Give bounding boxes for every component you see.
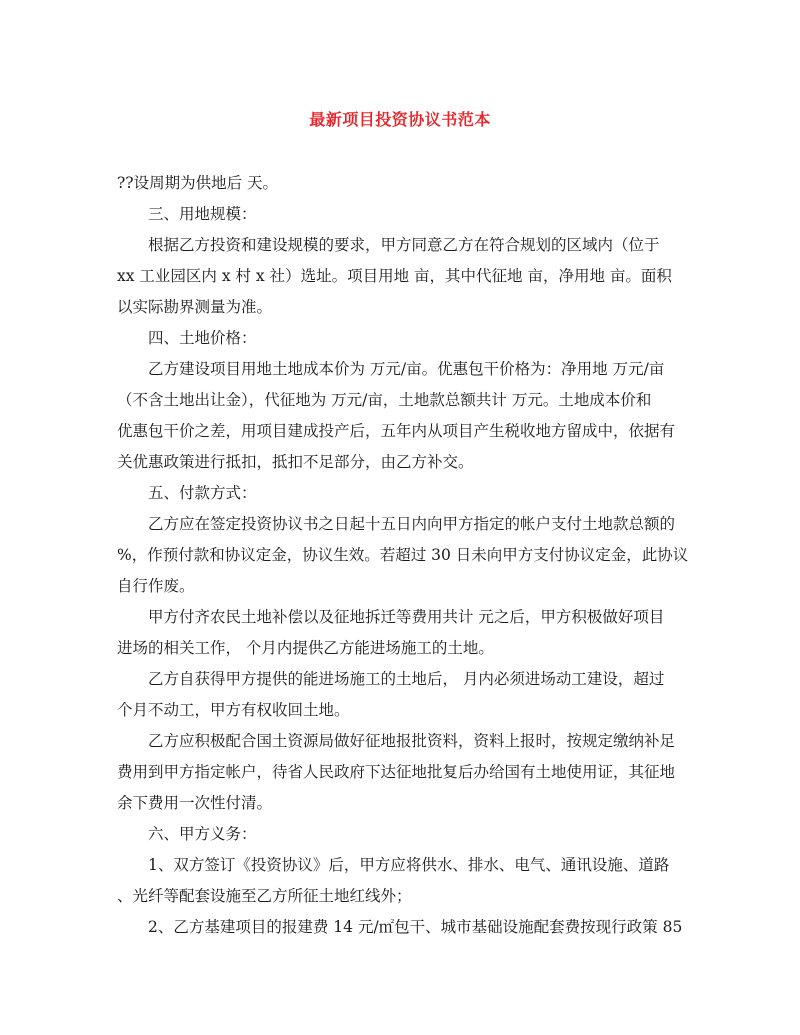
document-title: 最新项目投资协议书范本 — [309, 110, 491, 129]
text-line: （不含土地出让金），代征地为 万元/亩，土地款总额共计 万元。土地成本价和 — [117, 391, 652, 409]
text-line: 、光纤等配套设施至乙方所征土地红线外； — [117, 887, 412, 905]
text-line: 费用到甲方指定帐户，待省人民政府下达征地批复后办给国有土地使用证，其征地 — [117, 763, 676, 781]
text-line: 三、用地规模： — [148, 205, 257, 223]
text-line: 以实际勘界测量为准。 — [117, 298, 273, 316]
text-line: %，作预付款和协议定金，协议生效。若超过 30 日未向甲方支付协议定金，此协议 — [117, 546, 689, 564]
text-line: 自行作废。 — [117, 577, 195, 595]
text-line: 2、乙方基建项目的报建费 14 元/㎡包干、城市基础设施配套费按现行政策 85 — [148, 918, 683, 936]
text-line: xx 工业园区内 x 村 x 社）选址。项目用地 亩，其中代征地 亩，净用地 亩。面积 — [117, 267, 672, 285]
text-line: 五、付款方式： — [148, 484, 257, 502]
text-line: ??设周期为供地后 天。 — [117, 174, 279, 192]
text-line: 优惠包干价之差，用项目建成投产后，五年内从项目产生税收地方留成中，依据有 — [117, 422, 676, 440]
document-body — [117, 168, 689, 943]
text-line: 乙方建设项目用地土地成本价为 万元/亩。优惠包干价格为：净用地 万元/亩 — [148, 360, 665, 378]
text-line: 六、甲方义务： — [148, 825, 257, 843]
text-line: 进场的相关工作， 个月内提供乙方能进场施工的土地。 — [117, 639, 494, 657]
text-line: 根据乙方投资和建设规模的要求，甲方同意乙方在符合规划的区域内（位于 — [148, 236, 660, 254]
text-line: 四、土地价格： — [148, 329, 257, 347]
text-line: 乙方自获得甲方提供的能进场施工的土地后， 月内必须进场动工建设，超过 — [148, 670, 665, 688]
text-line: 个月不动工，甲方有权收回土地。 — [117, 701, 350, 719]
text-line: 关优惠政策进行抵扣，抵扣不足部分，由乙方补交。 — [117, 453, 474, 471]
text-line: 乙方应积极配合国土资源局做好征地报批资料，资料上报时，按规定缴纳补足 — [148, 732, 676, 750]
text-line: 甲方付齐农民土地补偿以及征地拆迁等费用共计 元之后，甲方积极做好项目 — [148, 608, 665, 626]
text-line: 余下费用一次性付清。 — [117, 794, 273, 812]
text-line: 1、双方签订《投资协议》后，甲方应将供水、排水、电气、通讯设施、道路 — [148, 856, 670, 874]
text-line: 乙方应在签定投资协议书之日起十五日内向甲方指定的帐户支付土地款总额的 — [148, 515, 676, 533]
